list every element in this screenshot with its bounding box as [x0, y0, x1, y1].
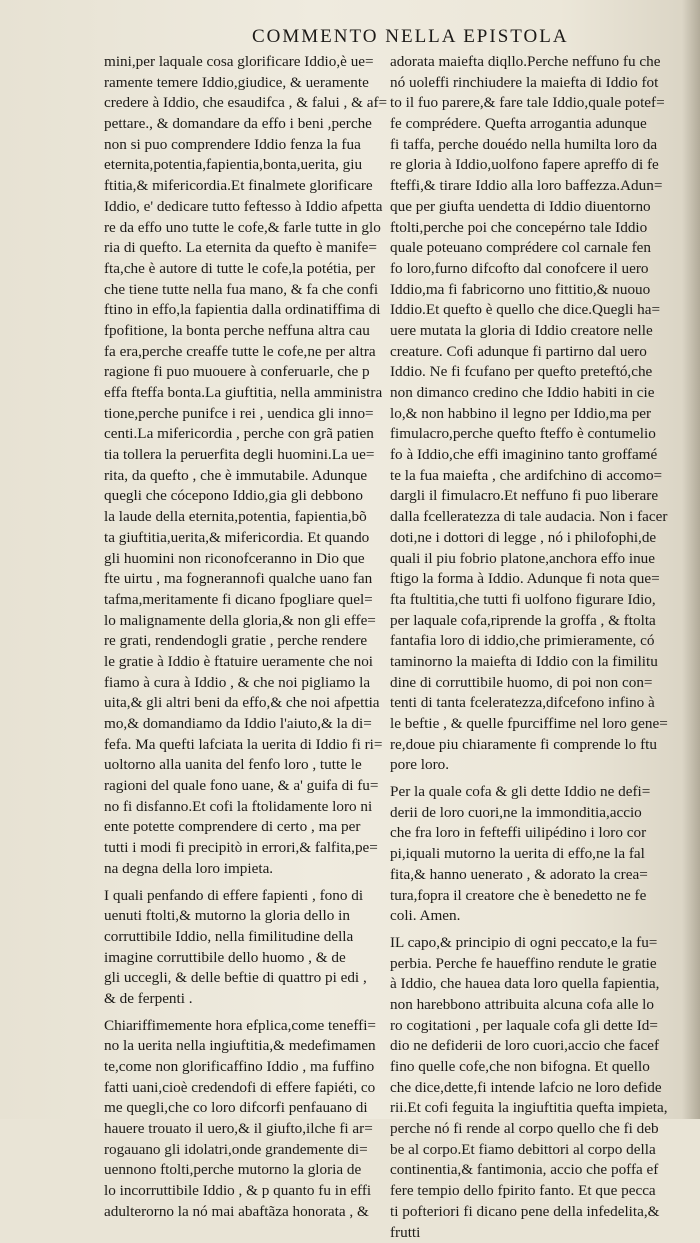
text-line: centi.La mifericordia , perche con grã patien: [104, 424, 382, 445]
text-line: non harebbono attribuita alcuna cofa alle lo: [390, 995, 690, 1016]
text-line: ria di quefto. La eternita da quefto è manife=: [104, 238, 382, 259]
text-line: fa era,perche creaffe tutte le cofe,ne per altra: [104, 342, 382, 363]
text-line: quale poteuano comprédere col carnale fen: [390, 238, 690, 259]
text-line: uoltorno alla uanita del fenfo loro , tutte le: [104, 755, 382, 776]
text-line: tia tollera la peruerfita degli huomini.La ue=: [104, 445, 382, 466]
text-line: corruttibile Iddio, nella fimilitudine della: [104, 927, 382, 948]
text-line: fimulacro,perche quefto fteffo è contumelio: [390, 424, 690, 445]
text-line: fere tempio dello fpirito fanto. Et que pecca: [390, 1181, 690, 1202]
text-line: hauere trouato il uero,& il giufto,ilche fi ar=: [104, 1119, 382, 1140]
text-line: taminorno la maiefta di Iddio con la fimilitu: [390, 652, 690, 673]
text-line: fino quelle cofe,che non bifogna. Et quello: [390, 1057, 690, 1078]
text-line: fita,& hanno uenerato , & adorato la crea=: [390, 865, 690, 886]
text-line: mini,per laquale cosa glorificare Iddio,è ue=: [104, 52, 382, 73]
text-line: fo loro,furno difcofto dal conofcere il uero: [390, 259, 690, 280]
text-line: te,come non glorificaffino Iddio , ma fuffino: [104, 1057, 382, 1078]
text-line: fantafia loro di iddio,che primieramente, có: [390, 631, 690, 652]
text-line: re grati, rendendogli gratie , perche rendere: [104, 631, 382, 652]
text-line: re,doue piu chiaramente fi comprende lo ftu: [390, 735, 690, 756]
text-line: dio ne defiderii de loro cuori,accio che facef: [390, 1036, 690, 1057]
text-line: tura,fopra il creatore che è benedetto ne fe: [390, 886, 690, 907]
text-line: re gloria à Iddio,uolfono fapere apreffo di fe: [390, 155, 690, 176]
text-line: credere à Iddio, che esaudifca , & falui , & af=: [104, 93, 382, 114]
text-line: uennono ftolti,perche mutorno la gloria de: [104, 1160, 382, 1181]
text-line: lo,& non habbino il legno per Iddio,ma per: [390, 404, 690, 425]
text-line: ro cogitationi , per laquale cofa gli dette Id=: [390, 1016, 690, 1037]
text-line: imagine corruttibile dello huomo , & de: [104, 948, 382, 969]
text-line: ta giuftitia,uerita,& mifericordia. Et quando: [104, 528, 382, 549]
text-line: Iddio, e' dedicare tutto feftesso à Iddio afpetta: [104, 197, 382, 218]
text-line: rita, da quefto , che è immutabile. Adunque: [104, 466, 382, 487]
text-line: derii de loro cuori,ne la immonditia,accio: [390, 803, 690, 824]
text-line: uere mutata la gloria di Iddio creatore nelle: [390, 321, 690, 342]
left-column: [104, 52, 382, 1223]
text-line: le gratie à Iddio è ftatuire ueramente che noi: [104, 652, 382, 673]
text-line: fi taffa, perche douédo nella humilta loro da: [390, 135, 690, 156]
text-line: rii.Et cofi feguita la ingiuftitia quefta impieta,: [390, 1098, 690, 1119]
text-line: adorata maiefta diqllo.Perche neffuno fu che: [390, 52, 690, 73]
text-line: me quegli,che co loro difcorfi penfauano di: [104, 1098, 382, 1119]
text-line: la laude della eternita,potentia, fapientia,bõ: [104, 507, 382, 528]
text-line: IL capo,& principio di ogni peccato,e la fu=: [390, 933, 690, 954]
text-line: che fra loro in fefteffi uilipédino i loro cor: [390, 823, 690, 844]
text-line: fatti uani,cioè credendofi di effere fapiéti, co: [104, 1078, 382, 1099]
text-line: fefa. Ma quefti lafciata la uerita di Iddio fi ri=: [104, 735, 382, 756]
text-line: creature. Cofi adunque fi partirno dal uero: [390, 342, 690, 363]
text-line: ragione fi puo muouere à conferuarle, che p: [104, 362, 382, 383]
text-line: I quali penfando di effere fapienti , fono di: [104, 886, 382, 907]
text-line: tenti di tanta fceleratezza,difcefono infino à: [390, 693, 690, 714]
text-line: adulterorno la nó mai abaftãza honorata , &: [104, 1202, 382, 1223]
text-line: be al corpo.Et fiamo debittori al corpo della: [390, 1140, 690, 1161]
text-line: effa fteffa bonta.La giuftitia, nella amministra: [104, 383, 382, 404]
text-line: lo malignamente della gloria,& non gli effe=: [104, 611, 382, 632]
text-line: no la uerita nella ingiuftitia,& medefimamen: [104, 1036, 382, 1057]
text-line: ramente temere Iddio,giudice, & ueramente: [104, 73, 382, 94]
text-line: uenuti ftolti,& mutorno la gloria dello in: [104, 906, 382, 927]
text-line: Chiariffimemente hora efplica,come teneffi=: [104, 1016, 382, 1037]
text-line: te la fua maiefta , che ardifchino di accomo=: [390, 466, 690, 487]
text-line: to il fuo parere,& fare tale Iddio,quale potef=: [390, 93, 690, 114]
text-line: ftitia,& mifericordia.Et finalmete glorificare: [104, 176, 382, 197]
paragraph: [390, 933, 690, 1243]
text-line: fpofitione, la bonta perche neffuna altra cau: [104, 321, 382, 342]
text-line: fta ftultitia,che tutti fi uolfono figurare Idio,: [390, 590, 690, 611]
text-line: que per giufta uendetta di Iddio diuentorno: [390, 197, 690, 218]
text-line: ente potette comprendere di certo , ma per: [104, 817, 382, 838]
text-line: fo à Iddio,che effi imaginino tanto groffamé: [390, 445, 690, 466]
right-column: [390, 52, 690, 1243]
text-line: Iddio.Et quefto è quello che dice.Quegli ha=: [390, 300, 690, 321]
text-line: le beftie , & quelle fpurciffime nel loro gene=: [390, 714, 690, 735]
paragraph: [104, 52, 382, 880]
text-line: à Iddio, che hauea data loro quella fapientia,: [390, 974, 690, 995]
text-line: tione,perche punifce i rei , uendica gli inno=: [104, 404, 382, 425]
text-line: perbia. Perche fe haueffino rendute le gratie: [390, 954, 690, 975]
text-line: quali il piu fobrio platone,anchora effo inue: [390, 549, 690, 570]
text-line: lo incorruttibile Iddio , & p quanto fu in effi: [104, 1181, 382, 1202]
text-line: non si puo comprendere Iddio fenza la fua: [104, 135, 382, 156]
text-line: tutti i modi fi precipitò in errori,& falfita,pe=: [104, 838, 382, 859]
text-line: fta,che è autore di tutte le cofe,la potétia, per: [104, 259, 382, 280]
paragraph: [390, 52, 690, 776]
text-line: fe comprédere. Quefta arrogantia adunque: [390, 114, 690, 135]
text-line: gli uccegli, & delle beftie di quattro pi edi ,: [104, 968, 382, 989]
text-line: che dice,dette,fi intende lafcio ne loro defide: [390, 1078, 690, 1099]
text-line: eternita,potentia,fapientia,bonta,uerita, giu: [104, 155, 382, 176]
text-line: dalla fcelleratezza di tale audacia. Non i facer: [390, 507, 690, 528]
paragraph: [390, 782, 690, 927]
text-line: doti,ne i dottori di legge , nó i philofophi,de: [390, 528, 690, 549]
text-line: ti pofteriori fi dicano pene della infedelita,&: [390, 1202, 690, 1223]
text-line: tafma,meritamente fi dicano fpogliare quel=: [104, 590, 382, 611]
text-line: quegli che cócepono Iddio,gia gli debbono: [104, 486, 382, 507]
text-line: Iddio. Ne fi fcufano per quefto preteftó,che: [390, 362, 690, 383]
text-line: coli. Amen.: [390, 906, 690, 927]
text-line: ftigo la forma à Iddio. Adunque fi nota que=: [390, 569, 690, 590]
text-line: no fi disfanno.Et cofi la ftolidamente loro ni: [104, 797, 382, 818]
text-line: pettare., & domandare da effo i beni ,perche: [104, 114, 382, 135]
text-line: dargli il fimulacro.Et neffuno fi puo liberare: [390, 486, 690, 507]
paragraph: [104, 886, 382, 1010]
text-line: rogauano gli idolatri,onde grandemente di=: [104, 1140, 382, 1161]
text-line: non dimanco credino che Iddio habiti in cie: [390, 383, 690, 404]
text-line: ftolti,perche poi che concepérno tale Iddio: [390, 218, 690, 239]
text-line: pore loro.: [390, 755, 690, 776]
text-line: pi,iquali mutorno la uerita di effo,ne la fal: [390, 844, 690, 865]
text-line: frutti: [390, 1223, 690, 1243]
text-line: re da effo uno tutte le cofe,& farle tutte in glo: [104, 218, 382, 239]
text-line: & de ferpenti .: [104, 989, 382, 1010]
text-line: dine di corruttibile huomo, di poi non con=: [390, 673, 690, 694]
text-line: gli huomini non riconofceranno in Dio que: [104, 549, 382, 570]
text-line: nó uoleffi rinchiudere la maiefta di Iddio fot: [390, 73, 690, 94]
text-line: perche nó fi rende al corpo quello che fi deb: [390, 1119, 690, 1140]
text-line: ragioni del quale fono uane, & a' guifa di fu=: [104, 776, 382, 797]
running-head: COMMENTO NELLA EPISTOLA: [252, 26, 569, 48]
text-line: fteffi,& tirare Iddio alla loro baffezza.Adun=: [390, 176, 690, 197]
text-line: uita,& gli altri beni da effo,& che noi afpettia: [104, 693, 382, 714]
text-line: fte uirtu , ma fognerannofi qualche uano fan: [104, 569, 382, 590]
text-line: mo,& domandiamo da Iddio l'aiuto,& la di=: [104, 714, 382, 735]
text-line: per laquale cofa,riprende la groffa , & ftolta: [390, 611, 690, 632]
text-line: continentia,& fantimonia, accio che poffa ef: [390, 1160, 690, 1181]
page-edge-shadow: [682, 0, 700, 1119]
text-line: che tiene tutte nella fua mano, & fa che confi: [104, 280, 382, 301]
text-line: Per la quale cofa & gli dette Iddio ne defi=: [390, 782, 690, 803]
text-line: Iddio,ma fi fabricorno uno fittitio,& nuouo: [390, 280, 690, 301]
text-line: fiamo à cura à Iddio , & che noi pigliamo la: [104, 673, 382, 694]
paragraph: [104, 1016, 382, 1223]
text-line: ftino in effo,la fapientia dalla ordinatiffima di: [104, 300, 382, 321]
text-line: na degna della loro impieta.: [104, 859, 382, 880]
